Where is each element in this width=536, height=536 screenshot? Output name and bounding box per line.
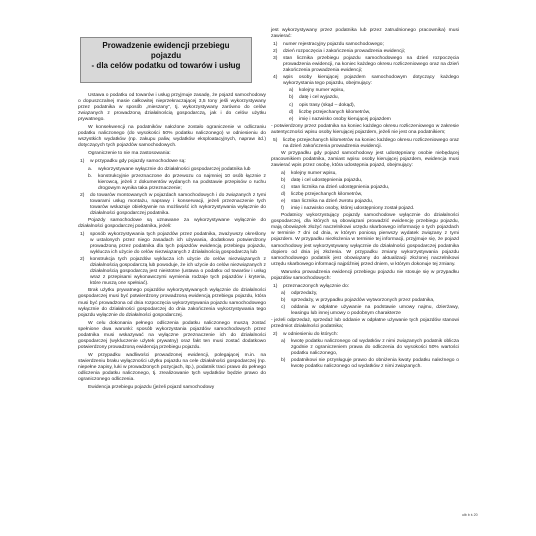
list-item-text: liczbę przejechanych kilometrów, bbox=[299, 109, 371, 115]
paragraph: W przypadku gdy pojazd samochodowy jest udostępniany osobie niebędącej pracownikiem podatnika, zamiast wpisu osoby kierującej pojazdem, ewidencja musi zawierać wpis przez osobę, która udostępnia pojazd, obejmujący: bbox=[271, 150, 459, 168]
list-item-text: imię i nazwisko osoby, której udostępniony został pojazd. bbox=[291, 206, 415, 212]
list-item-text: odprzedaży, bbox=[291, 290, 318, 296]
list-item: 1) przeznaczonych wyłącznie do: bbox=[271, 284, 459, 290]
list-item-text: sposób wykorzystywania tych pojazdów przez podatnika, zważywszy określony w ustalonych przez niego zasadach ich używania, dodatkowo potwierdzony prowadzoną przez podatnika dla tych pojazdów ewidencją przebiegu pojazdu, wyklucza ich użycie do celów niezwiązanych z działalnością gospodarczą lub bbox=[90, 231, 266, 256]
list-item-text: kolejny numer wpisu, bbox=[291, 170, 337, 176]
title-box bbox=[80, 37, 252, 83]
paragraph: Brak użytku prywatnego pojazdów wykorzystywanych wyłącznie do działalności gospodarczej musi być potwierdzony prowadzoną ewidencją przebiegu pojazdu, która musi być prowadzona od dnia rozpoczęcia wykorzystywania pojazdu samochodowego wyłącznie do działalności gospodarczej do dnia zakończenia wykorzystywania tego pojazdu wyłącznie do działalności gospodarczej. bbox=[78, 288, 266, 318]
page-footer-code: ułb b ś 20 bbox=[462, 513, 478, 517]
list-item-text: datę i cel wyjazdu, bbox=[299, 95, 339, 101]
list-item: d) liczbę przejechanych kilometrów, bbox=[271, 110, 459, 116]
list-item: 1) numer rejestracyjny pojazdu samochodowego; bbox=[271, 42, 459, 48]
list-item-text: numer rejestracyjny pojazdu samochodowego; bbox=[283, 42, 384, 48]
list-item-text: podatnikowi nie przysługuje prawo do obniżenia kwoty podatku należnego o kwotę podatku naliczonego od wydatków z nimi związanych. bbox=[291, 358, 459, 370]
list-item-text: w odniesieniu do których: bbox=[283, 332, 338, 338]
list-item-text: opis trasy (skąd – dokąd), bbox=[299, 102, 355, 108]
list-item-text: kolejny numer wpisu, bbox=[299, 88, 345, 94]
paragraph: Warunku prowadzenia ewidencji przebiegu pojazdu nie stosuje się w przypadku pojazdów samochodowych: bbox=[271, 269, 459, 281]
list-item: 3) stan licznika przebiegu pojazdu samochodowego na dzień rozpoczęcia prowadzenia ewidencji, na koniec każdego okresu rozliczeniowego oraz na dzień zakończenia prowadzenia ewidencji; bbox=[273, 56, 459, 74]
title-line-1: Prowadzenie ewidencji przebiegu pojazdu bbox=[102, 41, 230, 60]
left-column bbox=[78, 93, 266, 393]
list-item: b) datę i cel udostępnienia pojazdu, bbox=[271, 178, 459, 184]
list-item-text: stan licznika przebiegu pojazdu samochodowego na dzień rozpoczęcia prowadzenia ewidencji, na koniec każdego okresu rozliczeniowego oraz na dzień zakończenia prowadzenia ewidencji; bbox=[283, 56, 459, 74]
list-item: 2) w odniesieniu do których: bbox=[271, 332, 459, 338]
list-item: b) podatnikowi nie przysługuje prawo do obniżenia kwoty podatku należnego o kwotę podatku naliczonego od wydatków z nimi związanych. bbox=[281, 358, 459, 370]
list-item-text: konstrukcja tych pojazdów wyklucza ich użycie do celów niezwiązanych z działalnością gospodarczą lub powoduje, że ich użycie do celów niezwiązanych z działalnością gospodarczą jest nieistotne (ustawa o podatku od towarów i usług wraz z przepisami wykonawczymi wymienia rodzaje tych pojazdów i kryteria, które muszą one spełniać). bbox=[90, 257, 266, 287]
list-item-text: wykorzystywane wyłącznie do działalności gospodarczej podatnika lub bbox=[98, 166, 251, 172]
list-item: a. wykorzystywane wyłącznie do działalności gospodarczej podatnika lub bbox=[78, 167, 266, 173]
title-line-2: - dla celów podatku od towarów i usług bbox=[91, 61, 241, 70]
list-item: b) sprzedaży, w przypadku pojazdów wytworzonych przez podatnika, bbox=[271, 298, 459, 304]
list-item: e) imię i nazwisko osoby kierującej pojazdem bbox=[271, 117, 459, 123]
list-item: e) stan licznika na dzień zwrotu pojazdu, bbox=[271, 199, 459, 205]
list-item: c) oddania w odpłatne używanie na podstawie umowy najmu, dzierżawy, leasingu lub innej umowy o podobnym charakterze bbox=[281, 304, 459, 316]
paragraph: Podatnicy wykorzystujący pojazdy samochodowe wyłącznie do działalności gospodarczej, dla których są obowiązani prowadzić ewidencję przebiegu pojazdu, mają obowiązek złożyć naczelnikowi urzędu skarbowego informację o tych pojazdach w terminie 7 dni od dnia, w którym poniosą pierwszy wydatek związany z tymi pojazdem. W przypadku niezłożenia w terminie tej informacji, przyjmuje się, że pojazd samochodowy jest wykorzystywany wyłącznie do działalności gospodarczej podatnika dopiero od dnia jej złożenia. W przypadku zmiany wykorzystywania pojazdu samochodowego podatnik jest obowiązany do aktualizacji złożonej naczelnikowi urzędu skarbowego informacji najpóźniej przed dniem, w którym dokonuje tej zmiany. bbox=[271, 213, 459, 267]
list-item-text: oddania w odpłatne używanie na podstawie umowy najmu, dzierżawy, leasingu lub innej umowy o podobnym charakterze bbox=[291, 304, 459, 316]
paragraph: Ustawa o podatku od towarów i usług przyjmuje zasadę, że pojazd samochodowy o dopuszczalnej masie całkowitej nieprzekraczającej 3,5 tony jeśli wykorzystywany przez podatnika w sposób „mieszany”, tj. wykorzystywany zarówno do celów związanych z prowadzoną działalnością gospodarczą, jak i do celów użytku prywatnego. bbox=[78, 93, 266, 123]
list-item-text: stan licznika na dzień zwrotu pojazdu, bbox=[291, 199, 374, 205]
list-item: 2) do towarów montowanych w pojazdach samochodowych i do związanych z tymi towarami usług montażu, naprawy i konserwacji, jeżeli przeznaczenie tych towarów wskazuje obiektywnie na możliwość ich wykorzystywania wyłącznie do działalności gospodarczej podatnika. bbox=[80, 192, 266, 216]
list-item: 2) konstrukcja tych pojazdów wyklucza ich użycie do celów niezwiązanych z działalnością gospodarczą lub powoduje, że ich użycie do celów niezwiązanych z działalnością gospodarczą jest nieistotne (ustawa o podatku od towarów i usług wraz z przepisami wykonawczymi wymienia rodzaje tych pojazdów i kryteria, które muszą one spełniać). bbox=[80, 257, 266, 287]
list-item-text: konstrukcyjnie przeznaczone do przewozu co najmniej 10 osób łącznie z kierowcą, jeżeli z dokumentów wydanych na podstawie przepisów o ruchu drogowym wynika taka przeznaczenie; bbox=[98, 173, 266, 191]
list-item-text: imię i nazwisko osoby kierującej pojazdem bbox=[299, 116, 391, 122]
paragraph: W konsekwencji na podatników nałożone zostało ograniczenie w odliczaniu podatku naliczonego (do wysokości 50% podatku naliczonego) w odniesieniu do wszystkich wydatków (np. zakupu paliw, wydatków eksploatacyjnych, napraw itd.) dotyczących tych pojazdów samochodowych. bbox=[78, 125, 266, 149]
list-item-text: liczbę przejechanych kilometrów, bbox=[291, 192, 363, 198]
list-item: a) kwotę podatku naliczonego od wydatków z nimi związanych podatnik oblicza zgodnie z ograniczeniem prawa do odliczenia do wysokości 50% wartości podatku naliczonego, bbox=[281, 339, 459, 357]
list-item-text: datę i cel udostępnienia pojazdu, bbox=[291, 178, 363, 184]
paragraph: - potwierdzony przez podatnika na koniec każdego okresu rozliczeniowego w zakresie autentyczności wpisu osoby kierującej pojazdem, jeżeli nie jest ona podatnikiem; bbox=[271, 123, 459, 135]
list-item: 1) sposób wykorzystywania tych pojazdów przez podatnika, zważywszy określony w ustalonych przez niego zasadach ich używania, dodatkowo potwierdzony prowadzoną przez podatnika dla tych pojazdów ewidencją przebiegu pojazdu, wyklucza ich użycie do celów niezwiązanych z działalnością gospodarczą lub bbox=[80, 231, 266, 256]
list-item-text: stan licznika na dzień udostępnienia pojazdu, bbox=[291, 185, 390, 191]
list-item: 5) liczbę przejechanych kilometrów na koniec każdego okresu rozliczeniowego oraz na dzień zakończenia prowadzenia ewidencji. bbox=[273, 137, 459, 149]
paragraph: W celu dokonania pełnego odliczenia podatku naliczonego muszą zostać spełnione dwa warunki: sposób wykorzystania pojazdów samochodowych przez podatnika musi wskazywać na wyłączne przeznaczenie ich do działalności gospodarczej (wykluczenie użytek prywatny) oraz fakt ten musi zostać dodatkowo potwierdzony prowadzoną ewidencją przebiegu pojazdu. bbox=[78, 320, 266, 350]
list-item: 2) dzień rozpoczęcia i zakończenia prowadzenia ewidencji; bbox=[271, 49, 459, 55]
list-item: d) liczbę przejechanych kilometrów, bbox=[271, 192, 459, 198]
paragraph: Pojazdy samochodowe są uznawane za wykorzystywane wyłącznie do działalności gospodarczej podatnika, jeżeli: bbox=[78, 217, 266, 229]
list-item-text: przeznaczonych wyłącznie do: bbox=[283, 283, 350, 289]
list-item: c) stan licznika na dzień udostępnienia pojazdu, bbox=[271, 185, 459, 191]
paragraph: - jeżeli odprzedaż, sprzedaż lub oddanie w odpłatne używanie tych pojazdów stanowi przedmiot działalności podatnika; bbox=[271, 318, 459, 330]
list-item-text: liczbę przejechanych kilometrów na koniec każdego okresu rozliczeniowego oraz na dzień zakończenia prowadzenia ewidencji. bbox=[283, 137, 459, 149]
list-item: a) kolejny numer wpisu, bbox=[271, 171, 459, 177]
list-item-text: wpis osoby kierującej pojazdem samochodowym dotyczący każdego wykorzystania tego pojazdu, obejmujący: bbox=[283, 75, 459, 87]
list-item-text: do towarów montowanych w pojazdach samochodowych i do związanych z tymi towarami usług montażu, naprawy i konserwacji, jeżeli przeznaczenie tych towarów wskazuje obiektywnie na możliwość ich wykorzystywania wyłącznie do działalności gospodarczej podatnika. bbox=[90, 192, 266, 216]
list-item: 4) wpis osoby kierującej pojazdem samochodowym dotyczący każdego wykorzystania tego pojazdu, obejmujący: bbox=[273, 75, 459, 87]
list-item-text: dzień rozpoczęcia i zakończenia prowadzenia ewidencji; bbox=[283, 49, 406, 55]
list-item: b. konstrukcyjnie przeznaczone do przewozu co najmniej 10 osób łącznie z kierowcą, jeżeli z dokumentów wydanych na podstawie przepisów o ruchu drogowym wynika taka przeznaczenie; bbox=[88, 173, 266, 191]
paragraph: W przypadku wadliwości prowadzonej ewidencji, polegającej m.in. na stwierdzeniu braku wyłączności użytku pojazdu na cele działalności gospodarczej (np. niepełne zapisy, luki w prowadzonych pozycjach, itp.), podatnik traci prawo do pełnego odliczenia podatku naliczonego, tj. zrealizowanie tych wydatków będzie prawo do ograniczonego odliczenia. bbox=[78, 352, 266, 383]
list-item: 1) w przypadku gdy pojazdy samochodowe są: bbox=[78, 159, 266, 165]
paragraph: Ewidencja przebiegu pojazdu (jeżeli pojazd samochodowy bbox=[88, 385, 215, 391]
list-item: c) opis trasy (skąd – dokąd), bbox=[271, 103, 459, 109]
paragraph: Ograniczenie to nie ma zastosowania: bbox=[88, 151, 171, 157]
list-item-text: sprzedaży, w przypadku pojazdów wytworzonych przez podatnika, bbox=[291, 297, 435, 303]
list-item-text: w przypadku gdy pojazdy samochodowe są: bbox=[90, 159, 186, 165]
right-column bbox=[271, 28, 459, 371]
list-item-text: kwotę podatku naliczonego od wydatków z nimi związanych podatnik oblicza zgodnie z ograniczeniem prawa do odliczenia do wysokości 50% wartości podatku naliczonego, bbox=[291, 339, 459, 357]
paragraph: jest wykorzystywany przez podatnika lub przez zatrudnionego pracownika) musi zawierać: bbox=[271, 28, 459, 40]
list-item: a) kolejny numer wpisu, bbox=[271, 88, 459, 94]
list-item: b) datę i cel wyjazdu, bbox=[271, 95, 459, 101]
list-item: a) odprzedaży, bbox=[271, 291, 459, 297]
list-item: f) imię i nazwisko osoby, której udostępniony został pojazd. bbox=[271, 206, 459, 212]
